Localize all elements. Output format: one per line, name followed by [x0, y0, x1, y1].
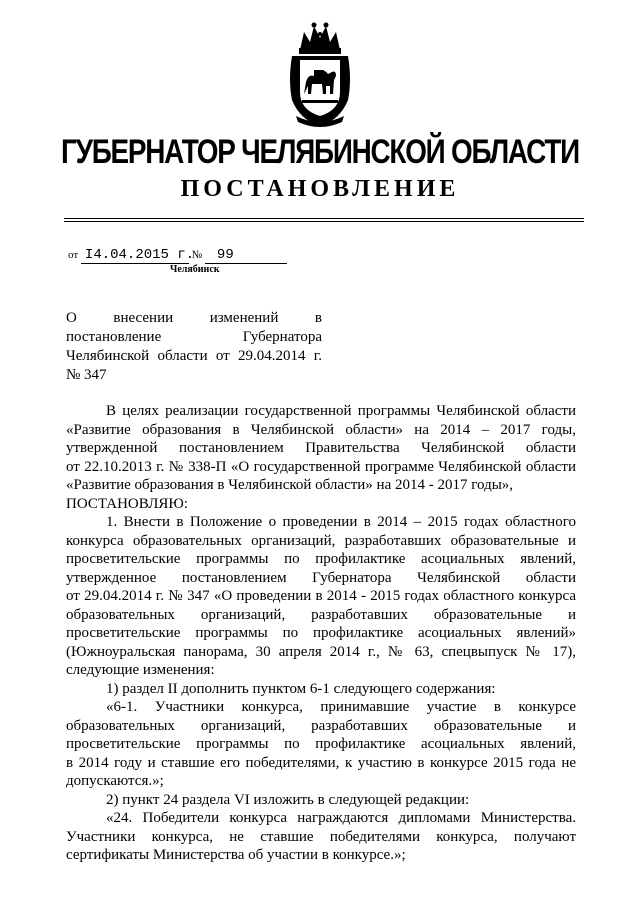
divider	[64, 221, 584, 222]
body-line: просветительские программы по профилактике асоциальных явлений,	[66, 551, 576, 567]
divider	[64, 218, 584, 219]
document-body	[66, 402, 576, 865]
body-line: конкурса образовательных организаций, разработавших образовательные и	[66, 532, 576, 549]
body-line: «Развитие образования в Челябинской области» на 2014 - 2017 годы»,	[66, 477, 514, 493]
body-line: образовательных организаций, разработавших образовательные и	[66, 717, 576, 734]
body-line: 2) пункт 24 раздела VI изложить в следующей редакции:	[106, 791, 470, 808]
heading-line: О внесении изменений в	[66, 310, 322, 326]
document-heading	[66, 309, 322, 385]
body-line: Участники конкурса, не ставшие победителями конкурса, получают	[66, 828, 576, 845]
body-line: (Южноуральская панорама, 30 апреля 2014 г., № 63, спецвыпуск № 17),	[66, 643, 576, 660]
body-line: утвержденной постановлением Правительства Челябинской области	[66, 440, 576, 456]
body-line: 1) раздел II дополнить пунктом 6-1 следующего содержания:	[106, 680, 496, 697]
body-line: просветительские программы по профилактике асоциальных явлений»	[66, 625, 576, 641]
document-date: I4.04.2015 г.	[81, 248, 189, 264]
body-line: 1. Внести в Положение о проведении в 2014 – 2015 годах областного	[106, 514, 576, 530]
number-prefix: №	[191, 249, 203, 261]
document-type: ПОСТАНОВЛЕНИЕ	[180, 176, 460, 202]
document-title: ГУБЕРНАТОР ЧЕЛЯБИНСКОЙ ОБЛАСТИ	[61, 133, 579, 171]
body-line: «6-1. Участники конкурса, принимавшие участие в конкурсе	[106, 699, 576, 715]
body-line: образовательных организаций, разработавших образовательные и	[66, 606, 576, 623]
body-line: ПОСТАНОВЛЯЮ:	[66, 495, 188, 512]
heading-line: № 347	[66, 367, 107, 383]
chelyabinsk-coat-of-arms-icon	[286, 20, 354, 130]
body-line: допускаются.»;	[66, 773, 164, 789]
body-line: в 2014 году и ставшие его победителями, к участию в конкурсе 2015 года не	[66, 754, 576, 771]
body-line: «24. Победители конкурса награждаются дипломами Министерства.	[106, 810, 576, 826]
date-number-line	[68, 248, 287, 264]
document-number: 99	[205, 248, 287, 264]
body-line: следующие изменения:	[66, 662, 215, 678]
body-line: «Развитие образования в Челябинской области» на 2014 – 2017 годы,	[66, 421, 576, 438]
body-line: от 29.04.2014 г. № 347 «О проведении в 2014 - 2015 годах областного конкурса	[66, 588, 576, 604]
body-line: сертификаты Министерства об участии в конкурсе.»;	[66, 847, 406, 863]
body-line: В целях реализации государственной программы Челябинской области	[106, 403, 576, 419]
body-line: утвержденное постановлением Губернатора Челябинской области	[66, 569, 576, 586]
heading-line: постановление Губернатора	[66, 329, 322, 345]
city-name: Челябинск	[170, 264, 220, 275]
body-line: просветительские программы по профилактике асоциальных явлений,	[66, 736, 576, 752]
heading-line: Челябинской области от 29.04.2014 г.	[66, 348, 322, 364]
body-line: от 22.10.2013 г. № 338-П «О государственной программе Челябинской области	[66, 458, 576, 475]
date-prefix: от	[68, 249, 79, 261]
